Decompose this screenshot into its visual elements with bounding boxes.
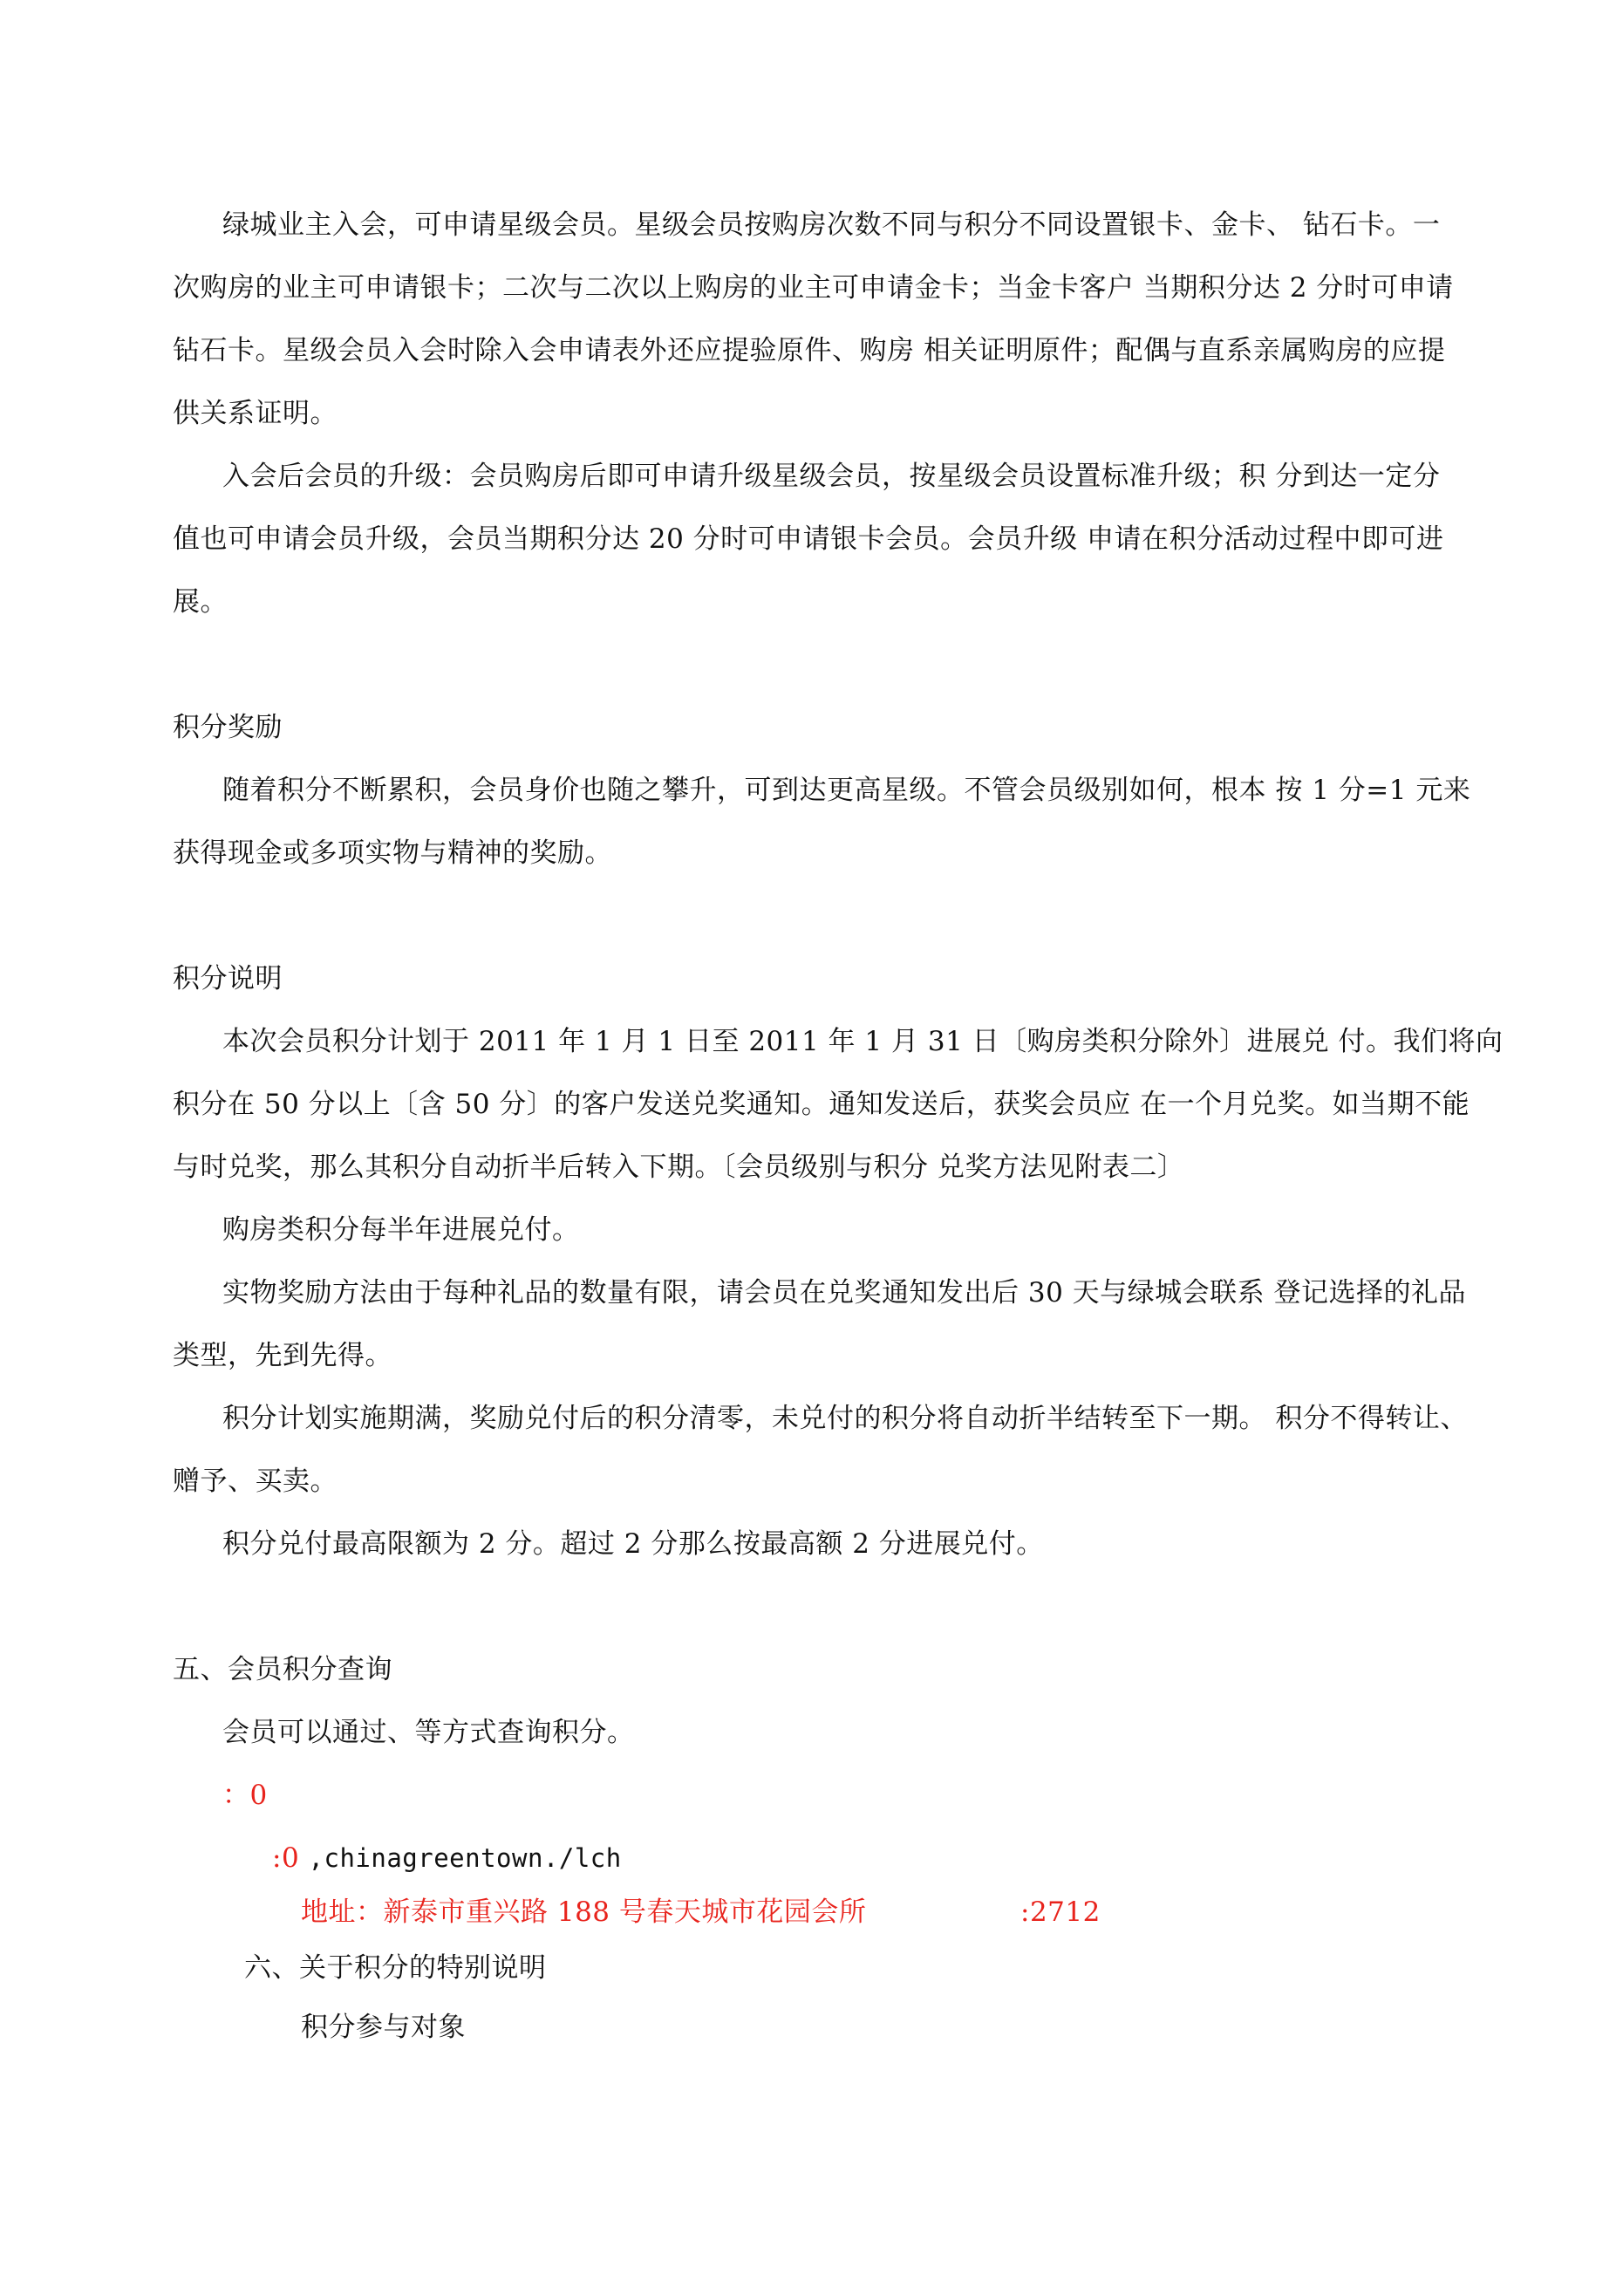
website-url: ,chinagreentown./lch <box>308 1843 622 1873</box>
phone-line-red: ：0 <box>222 1780 268 1811</box>
section-heading-special: 六、关于积分的特别说明 <box>244 1952 547 1984</box>
paragraph-line: 类型，先到先得。 <box>173 1340 392 1371</box>
paragraph-line: 钻石卡。星级会员入会时除入会申请表外还应提验原件、购房 相关证明原件；配偶与直系亲属购房的应提 <box>173 335 1446 366</box>
section-heading-reward: 积分奖励 <box>173 712 283 743</box>
paragraph-line: 积分兑付最高限额为 2 分。超过 2 分那么按最高额 2 分进展兑付。 <box>222 1528 1044 1560</box>
paragraph-line: 入会后会员的升级：会员购房后即可申请升级星级会员，按星级会员设置标准升级；积 分到达一定分 <box>222 461 1441 492</box>
section-heading-query: 五、会员积分查询 <box>173 1654 392 1685</box>
paragraph-line: 随着积分不断累积，会员身价也随之攀升，可到达更高星级。不管会员级别如何，根本 按 1 分=1 元来 <box>222 775 1471 806</box>
paragraph-line: 会员可以通过、等方式查询积分。 <box>222 1717 635 1748</box>
paragraph-line: 供关系证明。 <box>173 398 338 429</box>
paragraph-line: 次购房的业主可申请银卡；二次与二次以上购房的业主可申请金卡；当金卡客户 当期积分达 2 分时可申请 <box>173 272 1454 304</box>
paragraph-line: 与时兑奖，那么其积分自动折半后转入下期。〔会员级别与积分 兑奖方法见附表二〕 <box>173 1151 1185 1183</box>
address-phone: :2712 <box>1020 1896 1101 1928</box>
address-line: 地址：新泰市重兴路 188 号春天城市花园会所 <box>301 1896 867 1928</box>
paragraph-line: 积分计划实施期满，奖励兑付后的积分清零，未兑付的积分将自动折半结转至下一期。 积分不得转让、 <box>222 1403 1468 1434</box>
paragraph-line: 获得现金或多项实物与精神的奖励。 <box>173 837 612 869</box>
section-heading-explain: 积分说明 <box>173 963 283 994</box>
paragraph-line: 积分参与对象 <box>301 2012 466 2043</box>
colon-zero: :0 <box>272 1842 300 1874</box>
paragraph-line: 本次会员积分计划于 2011 年 1 月 1 日至 2011 年 1 月 31 日〔购房类积分除外〕进展兑 付。我们将向 <box>222 1026 1504 1057</box>
paragraph-line: 积分在 50 分以上〔含 50 分〕的客户发送兑奖通知。通知发送后，获奖会员应 在一个月兑奖。如当期不能 <box>173 1089 1470 1120</box>
paragraph-line: 展。 <box>173 586 228 618</box>
paragraph-line: 值也可申请会员升级，会员当期积分达 20 分时可申请银卡会员。会员升级 申请在积分活动过程中即可进 <box>173 523 1444 555</box>
paragraph-line: 实物奖励方法由于每种礼品的数量有限，请会员在兑奖通知发出后 30 天与绿城会联系 登记选择的礼品 <box>222 1277 1467 1309</box>
paragraph-line: 购房类积分每半年进展兑付。 <box>222 1214 580 1246</box>
paragraph-line: 绿城业主入会，可申请星级会员。星级会员按购房次数不同与积分不同设置银卡、金卡、 钻石卡。一 <box>222 209 1441 241</box>
paragraph-line: 赠予、买卖。 <box>173 1466 338 1497</box>
website-line <box>272 1841 622 1876</box>
